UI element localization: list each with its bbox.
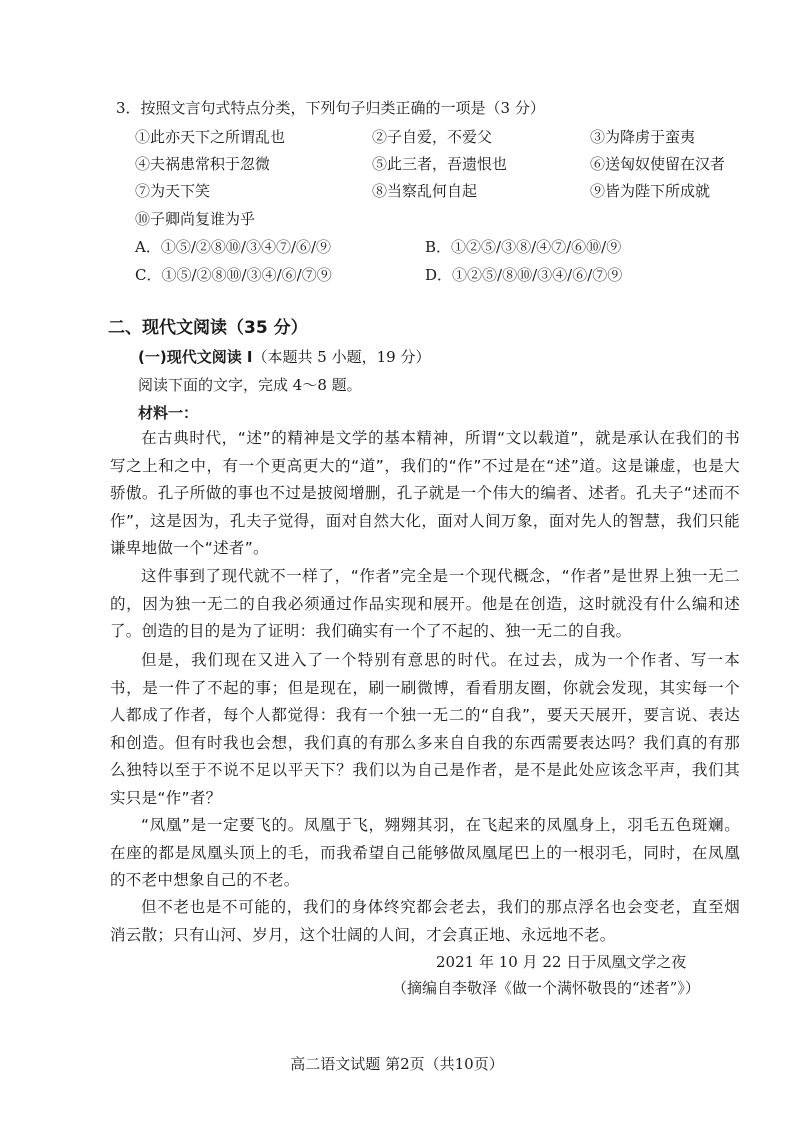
- sentence-1: ①此亦天下之所谓乱也: [135, 128, 286, 146]
- page-footer: 高二语文试题 第2页（共10页）: [290, 1055, 504, 1073]
- section-title: 二、现代文阅读（35 分）: [108, 318, 308, 338]
- date-line: 2021 年 10 月 22 日于凤凰文学之夜: [436, 953, 687, 971]
- option-c: C．①⑤/②⑧⑩/③④/⑥/⑦⑨: [135, 266, 332, 284]
- subsection-title: (一)现代文阅读 I: [138, 348, 253, 366]
- sentence-6: ⑥送匈奴使留在汉者: [590, 155, 726, 173]
- subsection-note: （本题共 5 小题，19 分）: [252, 348, 431, 366]
- reading-instruction: 阅读下面的文字，完成 4～8 题。: [138, 376, 362, 394]
- sentence-5: ⑤此三者，吾遗恨也: [372, 155, 508, 173]
- sentence-4: ④夫祸患常积于忽微: [135, 155, 271, 173]
- paragraph-4: “凤凰”是一定要飞的。凤凰于飞，翙翙其羽，在飞起来的凤凰身上，羽毛五色斑斓。在座的都是凤凰头顶上的毛，而我希望自己能够做凤凰尾巴上的一根羽毛，同时，在凤凰的不老中想象自己的不老。: [110, 816, 740, 889]
- paragraph-5: 但不老也是不可能的，我们的身体终究都会老去，我们的那点浮名也会变老，直至烟消云散；只有山河、岁月，这个壮阔的人间，才会真正地、永远地不老。: [110, 898, 740, 944]
- material-label: 材料一：: [138, 404, 199, 422]
- option-a: A．①⑤/②⑧⑩/③④⑦/⑥/⑨: [135, 238, 332, 256]
- option-d: D．①②⑤/⑧⑩/③④/⑥/⑦⑨: [425, 266, 623, 284]
- paragraph-2: 这件事到了现代就不一样了，“作者”完全是一个现代概念，“作者”是世界上独一无二的，因为独一无二的自我必须通过作品实现和展开。他是在创造，这时就没有什么编和述了。创造的目的是为了证明：我们确实有一个了不起的、独一无二的自我。: [110, 567, 740, 640]
- sentence-10: ⑩子卿尚复谁为乎: [135, 210, 256, 228]
- question-3-stem: 3．按照文言句式特点分类，下列句子归类正确的一项是（3 分）: [116, 99, 545, 117]
- paragraph-3: 但是，我们现在又进入了一个特别有意思的时代。在过去，成为一个作者、写一本书，是一件了不起的事；但是现在，刷一刷微博，看看朋友圈，你就会发现，其实每一个人都成了作者，每个人都觉得：我有一个独一无二的“自我”，要天天展开，要言说、表达和创造。但有时我也会想，我们真的有那么多来自自我的东西需要表达吗？我们真的有那么独特以至于不说不足以平天下？我们以为自己是作者，是不是此处应该念平声，我们其实只是“作”者？: [110, 651, 740, 807]
- sentence-2: ②子自爱，不爱父: [372, 128, 493, 146]
- sentence-8: ⑧当察乱何自起: [372, 182, 478, 200]
- option-b: B．①②⑤/③⑧/④⑦/⑥⑩/⑨: [425, 238, 622, 256]
- sentence-9: ⑨皆为陛下所成就: [590, 182, 711, 200]
- paragraph-1: 在古典时代，“述”的精神是文学的基本精神，所谓“文以载道”，就是承认在我们的书写之上和之中，有一个更高更大的“道”，我们的“作”不过是在“述”道。这是谦虚，也是大骄傲。孔子所做的事也不过是披阅增删，孔子就是一个伟大的编者、述者。孔夫子“述而不作”，这是因为，孔夫子觉得，面对自然大化，面对人间万象，面对先人的智慧，我们只能谦卑地做一个“述者”。: [110, 429, 740, 557]
- sentence-7: ⑦为天下笑: [135, 182, 211, 200]
- subsection-heading: [138, 347, 430, 367]
- sentence-3: ③为降虏于蛮夷: [590, 128, 696, 146]
- source-citation: （摘编自李敬泽《做一个满怀敬畏的“述者”》）: [392, 979, 700, 997]
